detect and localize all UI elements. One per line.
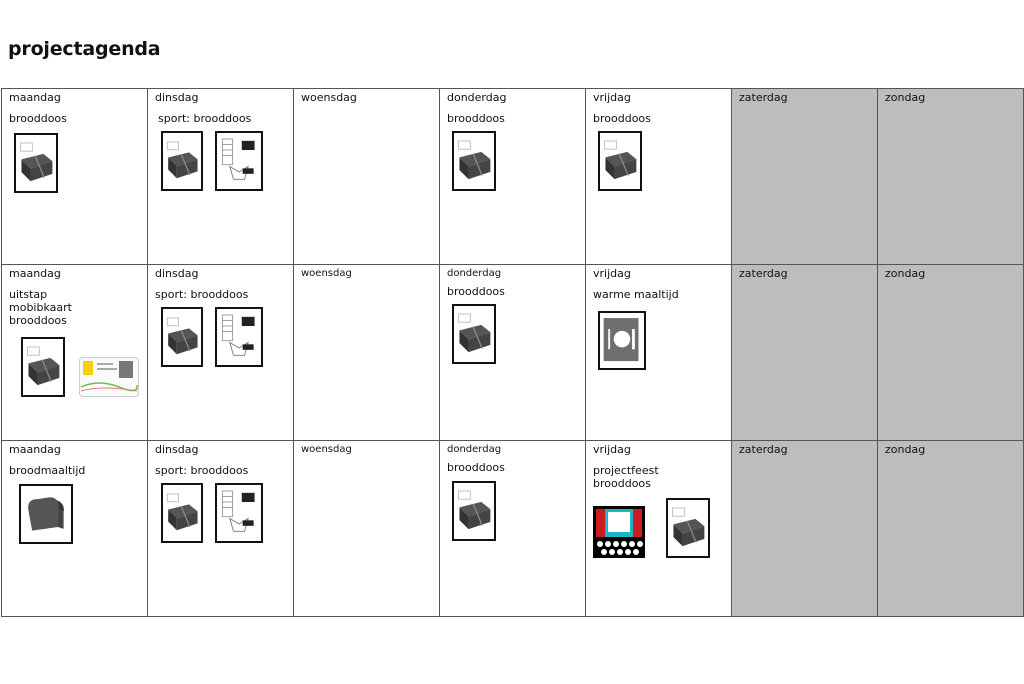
day-label: donderdag — [447, 268, 502, 279]
day-label: dinsdag — [155, 267, 199, 280]
day-label: vrijdag — [593, 267, 631, 280]
task-text: warme maaltijd — [593, 288, 679, 301]
day-cell — [148, 265, 294, 441]
task-text: sport: brooddoos — [158, 112, 252, 125]
day-cell — [2, 441, 148, 617]
weekend-cell — [732, 89, 878, 265]
day-cell — [294, 441, 440, 617]
day-label: vrijdag — [593, 443, 631, 456]
lunchbox-icon — [452, 481, 496, 541]
day-label: woensdag — [301, 91, 357, 104]
day-label: zondag — [885, 443, 926, 456]
bread-icon — [19, 484, 73, 544]
lunchbox-icon — [21, 337, 65, 397]
lunchbox-icon — [14, 133, 58, 193]
day-cell — [294, 89, 440, 265]
day-label: donderdag — [447, 91, 507, 104]
day-cell — [148, 89, 294, 265]
lunchbox-icon — [452, 131, 496, 191]
day-label: woensdag — [301, 444, 352, 455]
day-label: zaterdag — [739, 267, 788, 280]
page-title: projectagenda — [8, 38, 161, 60]
day-label: donderdag — [447, 444, 502, 455]
week-row-2 — [2, 265, 1024, 441]
day-cell — [440, 89, 586, 265]
day-label: zaterdag — [739, 91, 788, 104]
lunchbox-icon — [452, 304, 496, 364]
theater-party-icon — [593, 506, 645, 558]
day-cell — [2, 89, 148, 265]
mobib-card-icon — [79, 357, 139, 397]
lunchbox-icon — [161, 483, 203, 543]
day-cell — [586, 265, 732, 441]
weekend-cell — [878, 441, 1024, 617]
day-label: maandag — [9, 267, 61, 280]
week-row-3 — [2, 441, 1024, 617]
day-label: maandag — [9, 91, 61, 104]
day-label: vrijdag — [593, 91, 631, 104]
sport-clothes-icon — [215, 131, 263, 191]
task-text: projectfeest brooddoos — [593, 464, 659, 490]
day-label: dinsdag — [155, 91, 199, 104]
weekend-cell — [732, 441, 878, 617]
day-cell — [294, 265, 440, 441]
week-row-1 — [2, 89, 1024, 265]
weekend-cell — [878, 89, 1024, 265]
lunchbox-icon — [598, 131, 642, 191]
weekend-cell — [878, 265, 1024, 441]
day-cell — [440, 265, 586, 441]
day-cell — [2, 265, 148, 441]
task-text: sport: brooddoos — [155, 288, 249, 301]
day-cell — [148, 441, 294, 617]
lunchbox-icon — [666, 498, 710, 558]
sport-clothes-icon — [215, 307, 263, 367]
hot-meal-icon — [598, 311, 646, 370]
agenda-table — [1, 88, 1024, 617]
task-text: broodmaaltijd — [9, 464, 86, 477]
task-text: sport: brooddoos — [155, 464, 249, 477]
task-text: uitstap mobibkaart brooddoos — [9, 288, 72, 327]
day-label: dinsdag — [155, 443, 199, 456]
task-text: brooddoos — [447, 112, 505, 125]
day-label: woensdag — [301, 268, 352, 279]
day-label: zondag — [885, 267, 926, 280]
day-label: maandag — [9, 443, 61, 456]
sport-clothes-icon — [215, 483, 263, 543]
day-label: zaterdag — [739, 443, 788, 456]
task-text: brooddoos — [593, 112, 651, 125]
task-text: brooddoos — [9, 112, 67, 125]
task-text: brooddoos — [447, 285, 505, 298]
day-label: zondag — [885, 91, 926, 104]
task-text: brooddoos — [447, 461, 505, 474]
weekend-cell — [732, 265, 878, 441]
day-cell — [586, 89, 732, 265]
lunchbox-icon — [161, 307, 203, 367]
day-cell — [440, 441, 586, 617]
day-cell — [586, 441, 732, 617]
lunchbox-icon — [161, 131, 203, 191]
